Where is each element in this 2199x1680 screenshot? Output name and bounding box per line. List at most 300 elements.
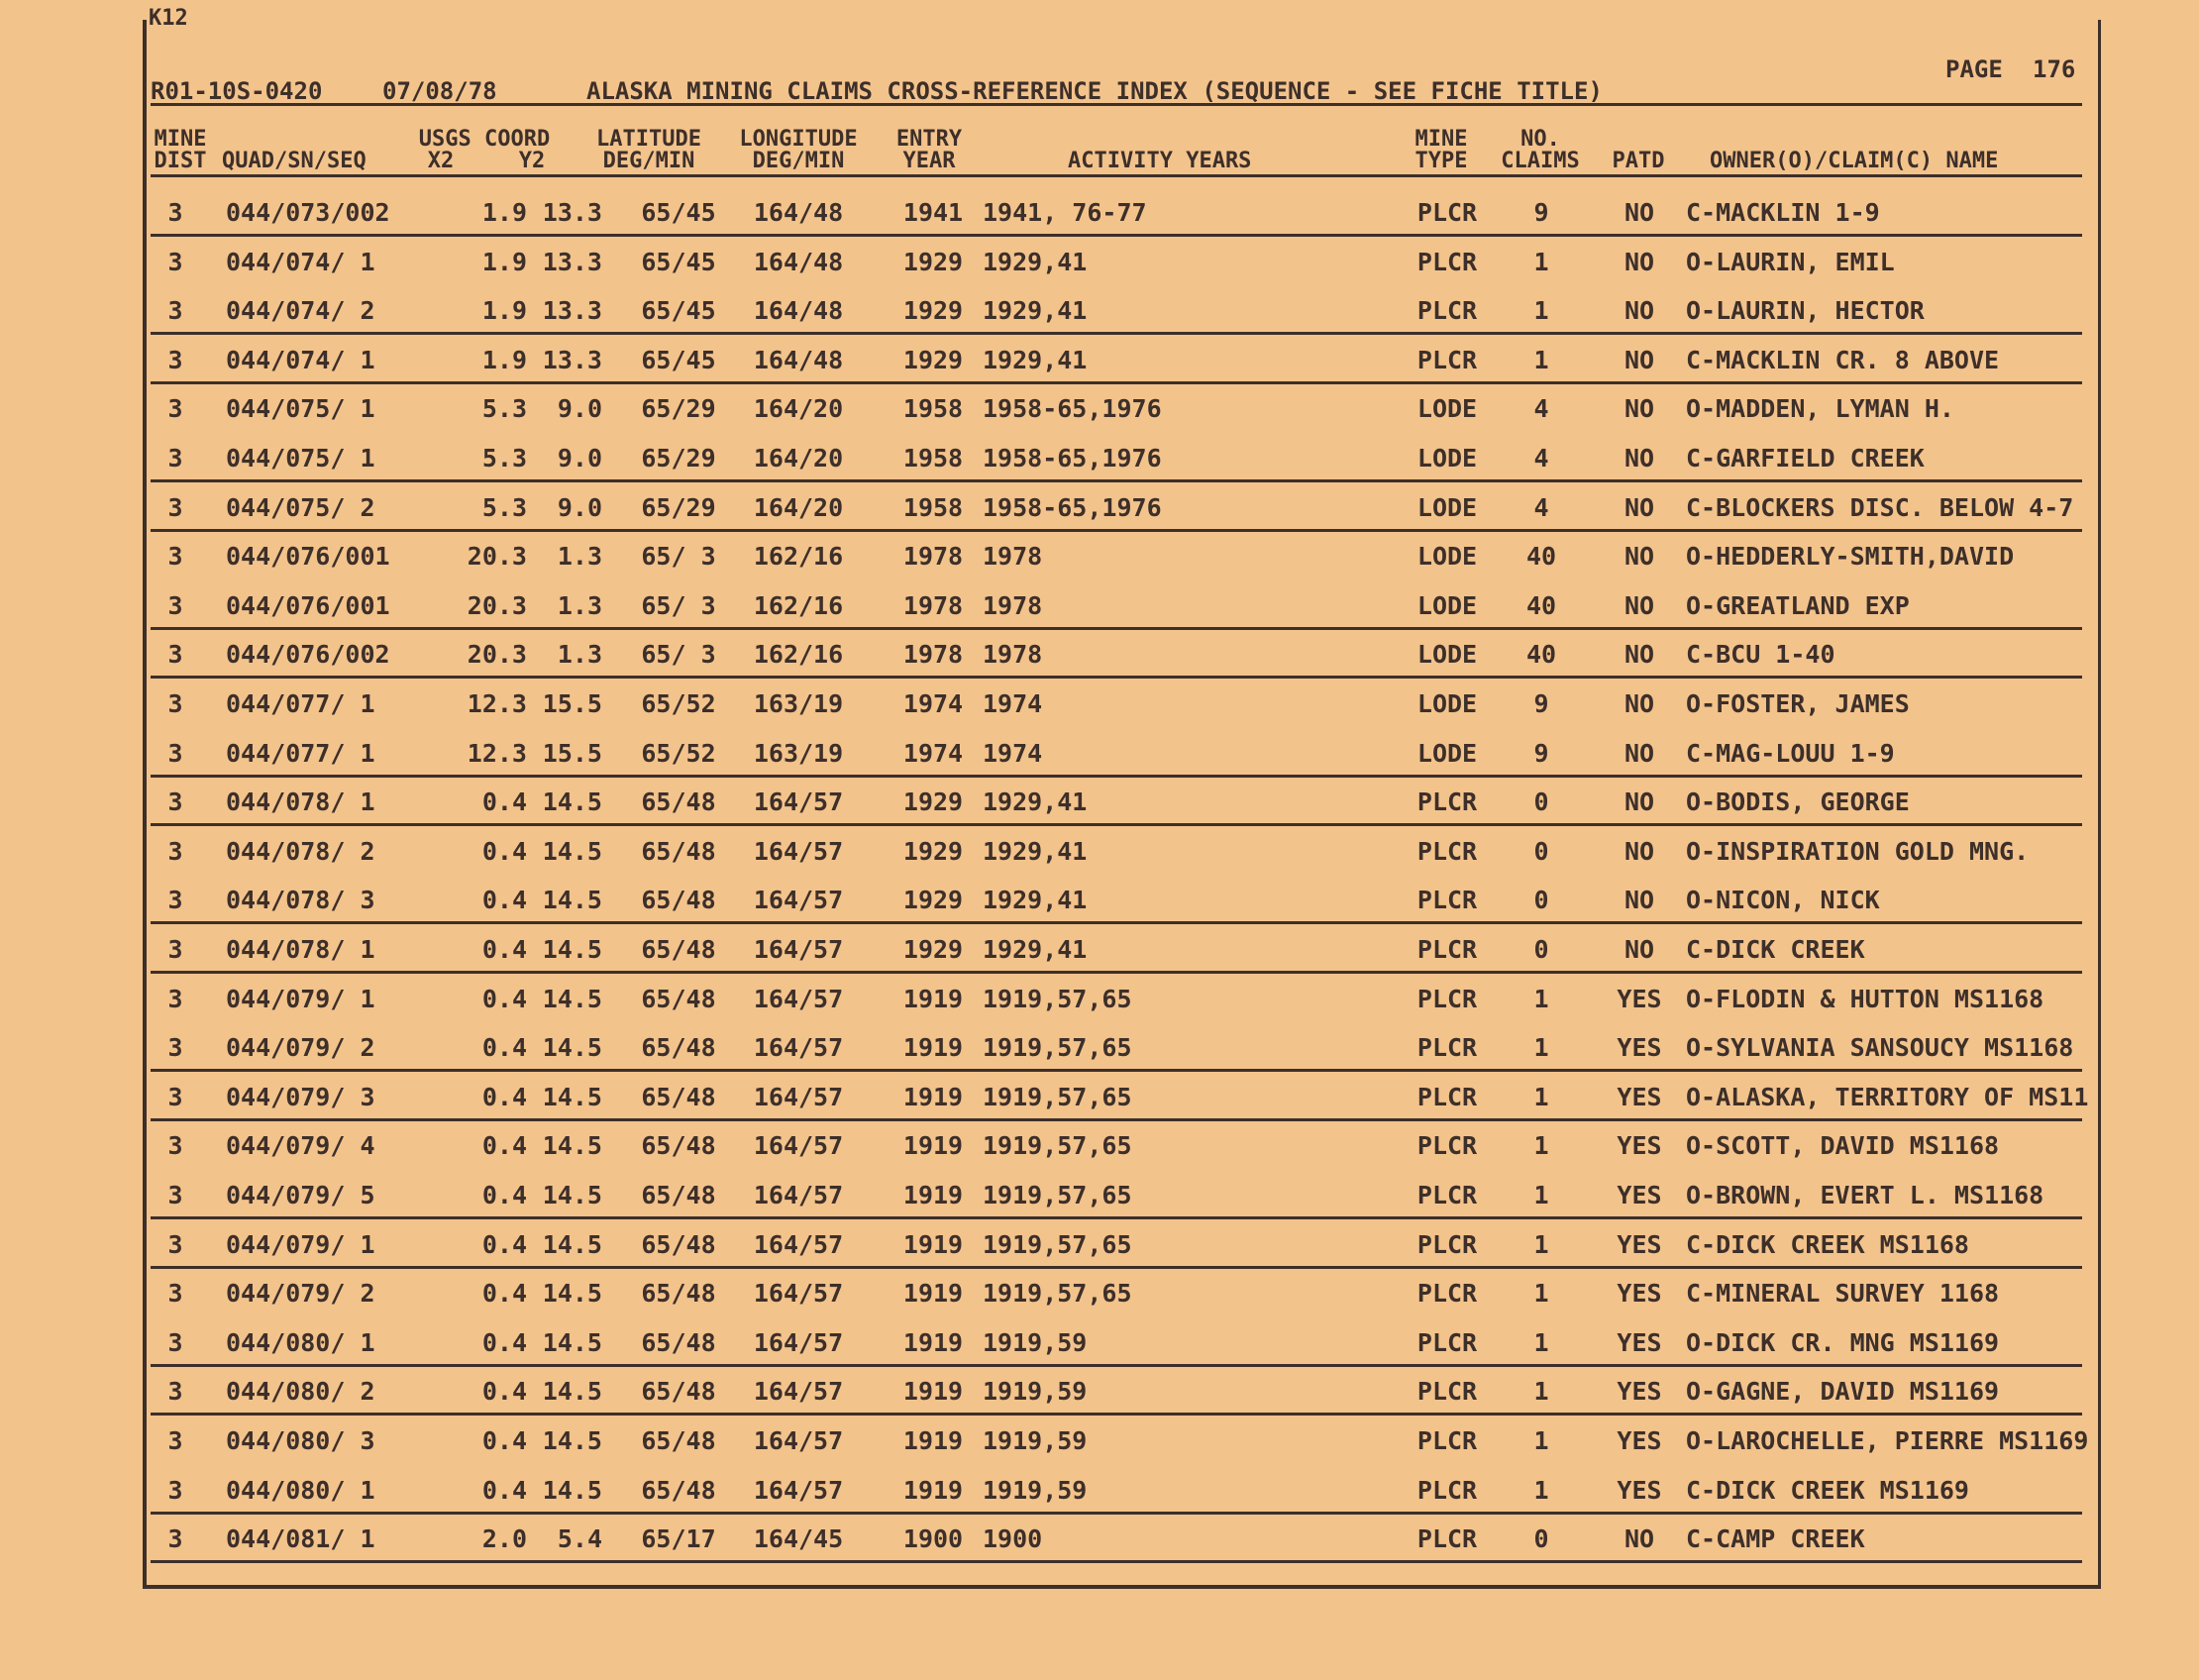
cell-patd: YES: [1617, 1033, 1662, 1063]
cell-mine-type: PLCR: [1416, 1426, 1478, 1455]
cell-patd: NO: [1623, 590, 1655, 620]
cell-latitude: 65/45: [641, 296, 716, 326]
cell-quad: 044/077/ 1: [226, 738, 375, 768]
cell-quad: 044/075/ 1: [226, 394, 375, 424]
cell-owner-claim: C-BCU 1-40: [1686, 640, 1835, 670]
cell-y2: 1.3: [557, 542, 602, 572]
cell-quad: 044/080/ 1: [226, 1475, 375, 1505]
cell-activity-years: 1929,41: [983, 935, 1088, 964]
cell-no-claims: 1: [1533, 1033, 1549, 1063]
cell-patd: NO: [1623, 836, 1655, 866]
cell-quad: 044/079/ 2: [226, 1033, 375, 1063]
table-row: [151, 1269, 2082, 1318]
cell-latitude: 65/ 3: [641, 590, 716, 620]
table-row: [151, 238, 2082, 287]
cell-patd: YES: [1617, 1229, 1662, 1259]
cell-latitude: 65/48: [641, 1475, 716, 1505]
cell-mine-type: PLCR: [1416, 1524, 1478, 1554]
cell-mine-type: PLCR: [1416, 1279, 1478, 1309]
report-id: R01-10S-0420: [151, 77, 323, 105]
cell-mine-type: PLCR: [1416, 345, 1478, 374]
cell-latitude: 65/48: [641, 1229, 716, 1259]
table-row: [151, 434, 2082, 483]
cell-mine-type: LODE: [1416, 640, 1478, 670]
cell-no-claims: 9: [1533, 738, 1549, 768]
cell-longitude: 162/16: [753, 640, 844, 670]
table-row: [151, 680, 2082, 729]
cell-entry-year: 1958: [902, 394, 964, 424]
cell-owner-claim: C-MACKLIN CR. 8 ABOVE: [1686, 345, 2000, 374]
cell-latitude: 65/48: [641, 1131, 716, 1161]
cell-owner-claim: O-LAURIN, EMIL: [1686, 247, 1895, 276]
cell-latitude: 65/48: [641, 788, 716, 817]
cell-mine-type: PLCR: [1416, 1082, 1478, 1111]
cell-mine-type: PLCR: [1416, 1327, 1478, 1357]
cell-patd: NO: [1623, 935, 1655, 964]
table-row: [151, 729, 2082, 779]
cell-patd: NO: [1623, 247, 1655, 276]
cell-y2: 14.5: [542, 1279, 602, 1309]
cell-no-claims: 1: [1533, 1327, 1549, 1357]
row-rule: [151, 775, 2082, 778]
cell-x2: 1.9: [481, 345, 527, 374]
cell-quad: 044/078/ 2: [226, 836, 375, 866]
row-rule: [151, 1118, 2082, 1121]
cell-activity-years: 1958-65,1976: [983, 492, 1162, 522]
cell-mine-dist: 3: [167, 492, 183, 522]
cell-mine-dist: 3: [167, 1426, 183, 1455]
row-rule: [151, 1069, 2082, 1072]
table-row: [151, 286, 2082, 336]
cell-entry-year: 1919: [902, 1426, 964, 1455]
cell-entry-year: 1958: [902, 492, 964, 522]
cell-owner-claim: C-BLOCKERS DISC. BELOW 4-7: [1686, 492, 2074, 522]
cell-no-claims: 0: [1533, 788, 1549, 817]
cell-longitude: 164/57: [753, 1475, 844, 1505]
cell-y2: 1.3: [557, 640, 602, 670]
cell-entry-year: 1974: [902, 689, 964, 718]
cell-longitude: 164/20: [753, 394, 844, 424]
cell-y2: 1.3: [557, 590, 602, 620]
cell-longitude: 164/20: [753, 444, 844, 472]
cell-latitude: 65/48: [641, 1426, 716, 1455]
cell-longitude: 164/57: [753, 1426, 844, 1455]
cell-longitude: 164/57: [753, 1131, 844, 1161]
cell-y2: 14.5: [542, 1229, 602, 1259]
table-row: [151, 532, 2082, 581]
cell-latitude: 65/48: [641, 836, 716, 866]
cell-y2: 9.0: [557, 394, 602, 424]
cell-patd: YES: [1617, 1327, 1662, 1357]
cell-owner-claim: C-DICK CREEK MS1169: [1686, 1475, 1969, 1505]
cell-patd: YES: [1617, 1131, 1662, 1161]
cell-x2: 0.4: [481, 1229, 527, 1259]
cell-activity-years: 1919,59: [983, 1426, 1088, 1455]
cell-entry-year: 1919: [902, 1377, 964, 1407]
cell-patd: YES: [1617, 1475, 1662, 1505]
cell-patd: YES: [1617, 1377, 1662, 1407]
cell-mine-type: PLCR: [1416, 935, 1478, 964]
cell-mine-type: PLCR: [1416, 198, 1478, 227]
cell-mine-type: PLCR: [1416, 1229, 1478, 1259]
cell-patd: YES: [1617, 1082, 1662, 1111]
cell-no-claims: 1: [1533, 1426, 1549, 1455]
cell-entry-year: 1929: [902, 836, 964, 866]
cell-mine-type: LODE: [1416, 689, 1478, 718]
row-rule: [151, 381, 2082, 384]
cell-quad: 044/076/001: [226, 590, 390, 620]
cell-patd: NO: [1623, 198, 1655, 227]
cell-mine-type: PLCR: [1416, 1475, 1478, 1505]
cell-no-claims: 1: [1533, 1131, 1549, 1161]
cell-mine-type: PLCR: [1416, 788, 1478, 817]
cell-longitude: 162/16: [753, 590, 844, 620]
cell-quad: 044/078/ 1: [226, 788, 375, 817]
cell-owner-claim: C-GARFIELD CREEK: [1686, 444, 1925, 472]
cell-owner-claim: C-CAMP CREEK: [1686, 1524, 1865, 1554]
report-date: 07/08/78: [382, 77, 497, 105]
cell-activity-years: 1919,57,65: [983, 1082, 1132, 1111]
table-row: [151, 1171, 2082, 1220]
cell-mine-dist: 3: [167, 1279, 183, 1309]
col-longitude: LONGITUDE DEG/MIN: [739, 127, 858, 173]
cell-no-claims: 1: [1533, 345, 1549, 374]
cell-no-claims: 4: [1533, 394, 1549, 424]
cell-mine-dist: 3: [167, 640, 183, 670]
table-row: [151, 925, 2082, 975]
cell-x2: 12.3: [467, 689, 527, 718]
cell-mine-dist: 3: [167, 689, 183, 718]
cell-x2: 0.4: [481, 1181, 527, 1209]
cell-latitude: 65/29: [641, 394, 716, 424]
cell-patd: NO: [1623, 886, 1655, 915]
cell-mine-dist: 3: [167, 247, 183, 276]
cell-activity-years: 1919,59: [983, 1327, 1088, 1357]
table-row: [151, 384, 2082, 434]
cell-no-claims: 1: [1533, 1082, 1549, 1111]
row-rule: [151, 1216, 2082, 1219]
row-rule: [151, 479, 2082, 482]
cell-longitude: 163/19: [753, 689, 844, 718]
cell-activity-years: 1919,57,65: [983, 1229, 1132, 1259]
cell-patd: YES: [1617, 1279, 1662, 1309]
cell-longitude: 164/57: [753, 836, 844, 866]
cell-entry-year: 1919: [902, 1033, 964, 1063]
cell-y2: 14.5: [542, 1033, 602, 1063]
cell-latitude: 65/48: [641, 886, 716, 915]
table-row: [151, 1220, 2082, 1270]
row-rule: [151, 234, 2082, 237]
table-row: [151, 827, 2082, 877]
cell-latitude: 65/45: [641, 198, 716, 227]
cell-activity-years: 1919,59: [983, 1475, 1088, 1505]
cell-mine-dist: 3: [167, 1475, 183, 1505]
cell-activity-years: 1978: [983, 640, 1043, 670]
cell-mine-dist: 3: [167, 444, 183, 472]
cell-activity-years: 1929,41: [983, 345, 1088, 374]
cell-entry-year: 1958: [902, 444, 964, 472]
cell-mine-type: PLCR: [1416, 247, 1478, 276]
cell-x2: 5.3: [481, 394, 527, 424]
cell-patd: NO: [1623, 345, 1655, 374]
cell-y2: 15.5: [542, 738, 602, 768]
cell-patd: NO: [1623, 1524, 1655, 1554]
cell-y2: 14.5: [542, 1426, 602, 1455]
cell-x2: 0.4: [481, 984, 527, 1013]
cell-y2: 13.3: [542, 198, 602, 227]
table-row: [151, 188, 2082, 238]
cell-no-claims: 1: [1533, 296, 1549, 326]
cell-latitude: 65/45: [641, 345, 716, 374]
cell-patd: NO: [1623, 640, 1655, 670]
cell-no-claims: 1: [1533, 1181, 1549, 1209]
cell-mine-type: LODE: [1416, 542, 1478, 572]
cell-mine-dist: 3: [167, 1229, 183, 1259]
cell-longitude: 164/45: [753, 1524, 844, 1554]
cell-owner-claim: O-BROWN, EVERT L. MS1168: [1686, 1181, 2044, 1209]
cell-x2: 0.4: [481, 836, 527, 866]
table-row: [151, 975, 2082, 1024]
cell-x2: 0.4: [481, 1033, 527, 1063]
cell-activity-years: 1929,41: [983, 247, 1088, 276]
row-rule: [151, 1560, 2082, 1563]
cell-activity-years: 1978: [983, 590, 1043, 620]
cell-latitude: 65/48: [641, 984, 716, 1013]
cell-activity-years: 1974: [983, 738, 1043, 768]
cell-patd: NO: [1623, 296, 1655, 326]
cell-longitude: 164/57: [753, 984, 844, 1013]
col-owner-claim: OWNER(O)/CLAIM(C) NAME: [1710, 149, 1999, 173]
cell-mine-dist: 3: [167, 984, 183, 1013]
page-label: PAGE: [1945, 55, 2003, 83]
cell-entry-year: 1900: [902, 1524, 964, 1554]
cell-longitude: 162/16: [753, 542, 844, 572]
cell-entry-year: 1929: [902, 788, 964, 817]
cell-patd: YES: [1617, 984, 1662, 1013]
cell-no-claims: 9: [1533, 689, 1549, 718]
col-quad: QUAD/SN/SEQ: [222, 149, 366, 173]
cell-longitude: 164/57: [753, 788, 844, 817]
row-rule: [151, 676, 2082, 679]
cell-quad: 044/080/ 2: [226, 1377, 375, 1407]
page-number: 176: [2033, 55, 2076, 83]
cell-no-claims: 1: [1533, 1279, 1549, 1309]
cell-quad: 044/076/001: [226, 542, 390, 572]
cell-quad: 044/077/ 1: [226, 689, 375, 718]
cell-y2: 13.3: [542, 247, 602, 276]
cell-activity-years: 1978: [983, 542, 1043, 572]
row-rule: [151, 1364, 2082, 1367]
cell-owner-claim: C-MAG-LOUU 1-9: [1686, 738, 1895, 768]
cell-owner-claim: O-NICON, NICK: [1686, 886, 1880, 915]
cell-quad: 044/079/ 2: [226, 1279, 375, 1309]
cell-no-claims: 1: [1533, 1229, 1549, 1259]
cell-entry-year: 1919: [902, 1327, 964, 1357]
cell-quad: 044/078/ 3: [226, 886, 375, 915]
row-rule: [151, 332, 2082, 335]
cell-entry-year: 1929: [902, 886, 964, 915]
cell-latitude: 65/48: [641, 1181, 716, 1209]
col-activity-years: ACTIVITY YEARS: [1068, 149, 1252, 173]
cell-quad: 044/073/002: [226, 198, 390, 227]
cell-x2: 0.4: [481, 1327, 527, 1357]
cell-quad: 044/079/ 5: [226, 1181, 375, 1209]
cell-y2: 15.5: [542, 689, 602, 718]
table-row: [151, 1121, 2082, 1171]
cell-y2: 13.3: [542, 296, 602, 326]
cell-entry-year: 1919: [902, 1181, 964, 1209]
cell-quad: 044/075/ 2: [226, 492, 375, 522]
cell-mine-type: PLCR: [1416, 1131, 1478, 1161]
cell-patd: NO: [1623, 394, 1655, 424]
cell-owner-claim: O-BODIS, GEORGE: [1686, 788, 1910, 817]
cell-owner-claim: O-HEDDERLY-SMITH,DAVID: [1686, 542, 2015, 572]
cell-mine-dist: 3: [167, 1181, 183, 1209]
table-row: [151, 1515, 2082, 1564]
cell-no-claims: 40: [1525, 640, 1557, 670]
cell-no-claims: 0: [1533, 1524, 1549, 1554]
cell-x2: 20.3: [467, 640, 527, 670]
cell-x2: 20.3: [467, 542, 527, 572]
row-rule: [151, 971, 2082, 974]
cell-entry-year: 1919: [902, 1279, 964, 1309]
cell-latitude: 65/48: [641, 1327, 716, 1357]
cell-quad: 044/079/ 1: [226, 1229, 375, 1259]
cell-entry-year: 1941: [902, 198, 964, 227]
cell-y2: 14.5: [542, 788, 602, 817]
col-usgs-coord: USGS COORD: [418, 127, 551, 152]
cell-activity-years: 1958-65,1976: [983, 394, 1162, 424]
cell-activity-years: 1919,57,65: [983, 1033, 1132, 1063]
cell-activity-years: 1941, 76-77: [983, 198, 1147, 227]
cell-entry-year: 1919: [902, 1082, 964, 1111]
cell-latitude: 65/ 3: [641, 640, 716, 670]
cell-latitude: 65/48: [641, 1082, 716, 1111]
cell-longitude: 164/20: [753, 492, 844, 522]
row-rule: [151, 921, 2082, 924]
cell-latitude: 65/17: [641, 1524, 716, 1554]
col-entry-year: ENTRY YEAR: [895, 127, 963, 173]
cell-y2: 14.5: [542, 1377, 602, 1407]
cell-entry-year: 1919: [902, 984, 964, 1013]
cell-quad: 044/074/ 2: [226, 296, 375, 326]
table-row: [151, 778, 2082, 827]
cell-mine-dist: 3: [167, 1131, 183, 1161]
cell-no-claims: 1: [1533, 1475, 1549, 1505]
cell-patd: NO: [1623, 689, 1655, 718]
cell-quad: 044/078/ 1: [226, 935, 375, 964]
cell-x2: 12.3: [467, 738, 527, 768]
cell-longitude: 164/57: [753, 1181, 844, 1209]
cell-quad: 044/075/ 1: [226, 444, 375, 472]
table-row: [151, 1073, 2089, 1122]
cell-owner-claim: O-ALASKA, TERRITORY OF MS11: [1686, 1082, 2089, 1111]
cell-owner-claim: O-FLODIN & HUTTON MS1168: [1686, 984, 2044, 1013]
cell-owner-claim: O-GAGNE, DAVID MS1169: [1686, 1377, 2000, 1407]
cell-mine-dist: 3: [167, 198, 183, 227]
cell-mine-dist: 3: [167, 935, 183, 964]
cell-latitude: 65/48: [641, 1279, 716, 1309]
cell-mine-dist: 3: [167, 1033, 183, 1063]
table-row: [151, 1466, 2082, 1516]
table-row: [151, 876, 2082, 925]
table-row: [151, 336, 2082, 385]
row-rule: [151, 627, 2082, 630]
cell-x2: 20.3: [467, 590, 527, 620]
col-x2: X2: [427, 149, 455, 173]
cell-y2: 9.0: [557, 492, 602, 522]
cell-mine-type: PLCR: [1416, 1377, 1478, 1407]
cell-x2: 0.4: [481, 788, 527, 817]
cell-owner-claim: O-LAURIN, HECTOR: [1686, 296, 1925, 326]
cell-activity-years: 1919,57,65: [983, 1131, 1132, 1161]
col-y2: Y2: [518, 149, 546, 173]
cell-y2: 14.5: [542, 836, 602, 866]
cell-entry-year: 1929: [902, 247, 964, 276]
cell-owner-claim: C-DICK CREEK MS1168: [1686, 1229, 1969, 1259]
cell-longitude: 164/57: [753, 1033, 844, 1063]
cell-mine-dist: 3: [167, 1524, 183, 1554]
cell-mine-type: LODE: [1416, 394, 1478, 424]
cell-patd: YES: [1617, 1181, 1662, 1209]
cell-owner-claim: C-DICK CREEK: [1686, 935, 1865, 964]
cell-mine-dist: 3: [167, 1377, 183, 1407]
cell-entry-year: 1919: [902, 1229, 964, 1259]
cell-mine-type: PLCR: [1416, 984, 1478, 1013]
cell-x2: 1.9: [481, 198, 527, 227]
cell-y2: 14.5: [542, 1131, 602, 1161]
cell-latitude: 65/29: [641, 444, 716, 472]
cell-mine-dist: 3: [167, 1082, 183, 1111]
cell-owner-claim: O-SCOTT, DAVID MS1168: [1686, 1131, 2000, 1161]
cell-y2: 9.0: [557, 444, 602, 472]
cell-no-claims: 40: [1525, 590, 1557, 620]
cell-quad: 044/074/ 1: [226, 345, 375, 374]
cell-longitude: 164/57: [753, 1082, 844, 1111]
cell-owner-claim: O-FOSTER, JAMES: [1686, 689, 1910, 718]
cell-owner-claim: O-DICK CR. MNG MS1169: [1686, 1327, 2000, 1357]
cell-patd: NO: [1623, 492, 1655, 522]
cell-y2: 14.5: [542, 935, 602, 964]
cell-longitude: 164/57: [753, 886, 844, 915]
cell-no-claims: 4: [1533, 444, 1549, 472]
cell-x2: 0.4: [481, 1426, 527, 1455]
cell-longitude: 164/57: [753, 1327, 844, 1357]
cell-longitude: 164/48: [753, 198, 844, 227]
cell-entry-year: 1929: [902, 345, 964, 374]
cell-latitude: 65/ 3: [641, 542, 716, 572]
cell-mine-dist: 3: [167, 345, 183, 374]
cell-no-claims: 0: [1533, 935, 1549, 964]
cell-mine-dist: 3: [167, 788, 183, 817]
cell-mine-type: LODE: [1416, 444, 1478, 472]
table-row: [151, 1023, 2082, 1073]
cell-longitude: 164/48: [753, 345, 844, 374]
col-patd: PATD: [1612, 149, 1665, 173]
cell-mine-type: LODE: [1416, 492, 1478, 522]
cell-patd: NO: [1623, 738, 1655, 768]
corner-mark: K12: [149, 6, 188, 31]
cell-mine-type: PLCR: [1416, 836, 1478, 866]
cell-latitude: 65/52: [641, 738, 716, 768]
cell-patd: YES: [1617, 1426, 1662, 1455]
cell-entry-year: 1978: [902, 640, 964, 670]
cell-longitude: 164/48: [753, 247, 844, 276]
cell-owner-claim: C-MACKLIN 1-9: [1686, 198, 1880, 227]
cell-mine-type: LODE: [1416, 738, 1478, 768]
cell-activity-years: 1974: [983, 689, 1043, 718]
cell-entry-year: 1978: [902, 590, 964, 620]
